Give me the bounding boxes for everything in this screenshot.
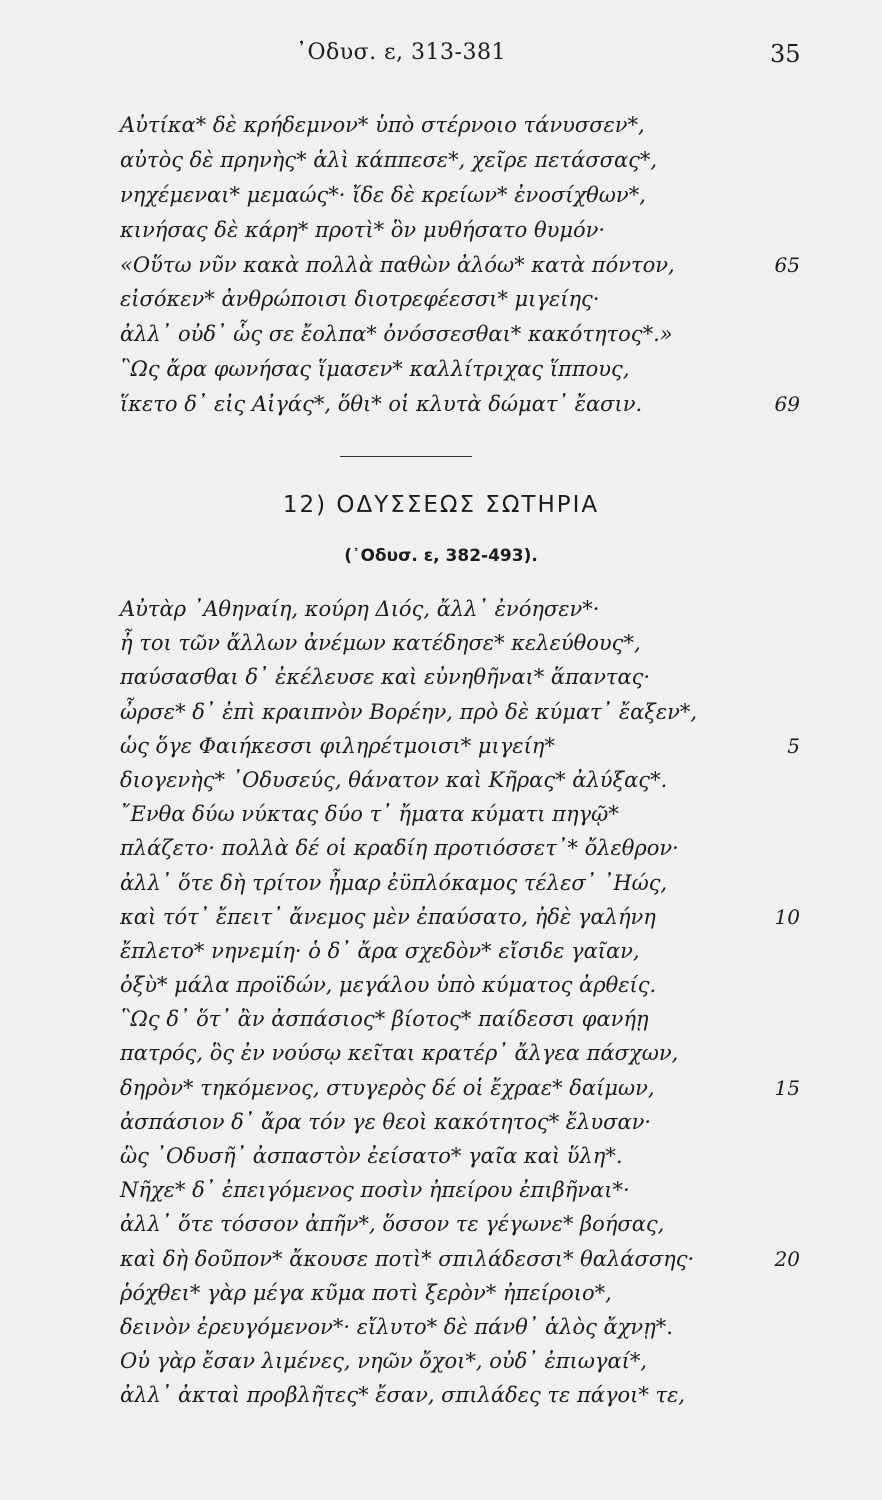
verse-line	[120, 352, 800, 387]
verse-line	[120, 1036, 800, 1070]
verse-line-text: νηχέμεναι* μεμαώς*· ἴδε δὲ κρείων* ἐνοσίχθων*,	[120, 182, 646, 207]
verse-line-text: ἀλλ᾿ ἀκταὶ προβλῆτες* ἔσαν, σπιλάδες τε πάγοι* τε,	[120, 1383, 686, 1408]
line-number: 5	[787, 733, 800, 758]
verse-line	[120, 934, 800, 968]
verse-line-text: κινήσας δὲ κάρη* προτὶ* ὃν μυθήσατο θυμόν·	[120, 217, 606, 242]
verse-line-text: διογενὴς* ᾿Οδυσεύς, θάνατον καὶ Κῆρας* ἀλύξας*.	[120, 767, 668, 792]
verse-line-text: παύσασθαι δ᾿ ἐκέλευσε καὶ εὐνηθῆναι* ἅπαντας·	[120, 665, 651, 690]
verse-line-text: Οὐ γὰρ ἔσαν λιμένες, νηῶν ὄχοι*, οὐδ᾿ ἐπιωγαί*,	[120, 1349, 648, 1374]
verse-line-text: Νῆχε* δ᾿ ἐπειγόμενος ποσὶν ἠπείρου ἐπιβῆναι*·	[120, 1178, 630, 1203]
verse-line	[120, 178, 800, 213]
verse-line	[120, 695, 800, 729]
verse-line	[120, 968, 800, 1002]
line-number: 10	[774, 904, 800, 929]
verse-line	[120, 729, 800, 763]
verse-line	[120, 660, 800, 694]
verse-line	[120, 213, 800, 248]
verse-line-text: ἔπλετο* νηνεμίη· ὁ δ᾿ ἄρα σχεδὸν* εἴσιδε γαῖαν,	[120, 938, 640, 963]
verse-line	[120, 592, 800, 626]
verse-line-text: ἦ τοι τῶν ἄλλων ἀνέμων κατέδησε* κελεύθους*,	[120, 631, 641, 656]
running-head: ᾿Οδυσ. ε, 313-381	[296, 40, 506, 65]
verse-line-text: ῝Ως ἄρα φωνήσας ἵμασεν* καλλίτριχας ἵππους,	[120, 357, 630, 382]
verse-line-text: ῎Ενθα δύω νύκτας δύο τ᾿ ἤματα κύματι πηγῷ*	[120, 802, 619, 827]
verse-line-text: ὀξὺ* μάλα προϊδών, μεγάλου ὑπὸ κύματος ἀρθείς.	[120, 973, 657, 998]
verse-line-text: πατρός, ὃς ἐν νούσῳ κεῖται κρατέρ᾿ ἄλγεα πάσχων,	[120, 1041, 679, 1066]
verse-line	[120, 282, 800, 317]
verse-line-text: ὡς ὅγε Φαιήκεσσι φιληρέτμοισι* μιγείη*	[120, 733, 555, 758]
verse-line	[120, 1139, 800, 1173]
verse-line	[120, 1173, 800, 1207]
verse-line-text: αὐτὸς δὲ πρηνὴς* ἁλὶ κάππεσε*, χεῖρε πετάσσας*,	[120, 147, 658, 172]
verse-line	[120, 1002, 800, 1036]
verse-line-text: καὶ τότ᾿ ἔπειτ᾿ ἄνεμος μὲν ἐπαύσατο, ἠδὲ γαλήνη	[120, 904, 656, 929]
verse-line	[120, 387, 800, 422]
verse-line	[120, 248, 800, 283]
verse-line-text: δεινὸν ἐρευγόμενον*· εἴλυτο* δὲ πάνθ᾿ ἁλὸς ἄχνῃ*.	[120, 1314, 673, 1339]
verse-line	[120, 143, 800, 178]
verse-passage-1	[120, 108, 800, 422]
verse-line	[120, 108, 800, 143]
verse-line	[120, 763, 800, 797]
line-number: 15	[774, 1075, 800, 1100]
verse-line-text: ἀσπάσιον δ᾿ ἄρα τόν γε θεοὶ κακότητος* ἔλυσαν·	[120, 1109, 652, 1134]
section-divider	[340, 456, 472, 457]
verse-line-text: πλάζετο· πολλὰ δέ οἱ κραδίη προτιόσσετ᾿* ὄλεθρον·	[120, 836, 679, 861]
verse-line	[120, 1071, 800, 1105]
verse-line-text: ὣς ᾿Οδυσῆ᾿ ἀσπαστὸν ἐείσατο* γαῖα καὶ ὕλη*.	[120, 1144, 623, 1168]
verse-line-text: ἀλλ᾿ ὅτε τόσσον ἀπῆν*, ὅσσον τε γέγωνε* βοήσας,	[120, 1212, 665, 1237]
section-reference: (᾿Οδυσ. ε, 382-493).	[344, 546, 538, 566]
verse-line	[120, 900, 800, 934]
verse-line-text: ῝Ως δ᾿ ὅτ᾿ ἂν ἀσπάσιος* βίοτος* παίδεσσι φανήῃ	[120, 1007, 649, 1032]
verse-line	[120, 626, 800, 660]
line-number: 69	[774, 392, 800, 417]
page-number: 35	[770, 40, 801, 68]
verse-line-text: ὦρσε* δ᾿ ἐπὶ κραιπνὸν Βορέην, πρὸ δὲ κύματ᾿ ἔαξεν*,	[120, 699, 698, 724]
verse-line	[120, 1276, 800, 1310]
verse-line-text: ἀλλ᾿ οὐδ᾿ ὧς σε ἔολπα* ὀνόσσεσθαι* κακότητος*.»	[120, 322, 673, 347]
verse-line	[120, 797, 800, 831]
verse-line-text: Αὐτὰρ ᾿Αθηναίη, κούρη Διός, ἄλλ᾿ ἐνόησεν*·	[120, 597, 600, 621]
verse-line	[120, 831, 800, 865]
verse-line-text: εἰσόκεν* ἀνθρώποισι διοτρεφέεσσι* μιγείης·	[120, 287, 600, 312]
verse-line	[120, 317, 800, 352]
verse-line	[120, 1344, 800, 1378]
verse-line	[120, 1310, 800, 1344]
verse-passage-2	[120, 592, 800, 1413]
line-number: 65	[774, 252, 800, 277]
verse-line	[120, 1105, 800, 1139]
verse-line	[120, 1378, 800, 1412]
verse-line-text: «Οὕτω νῦν κακὰ πολλὰ παθὼν ἀλόω* κατὰ πόντον,	[120, 252, 675, 277]
verse-line	[120, 1242, 800, 1276]
verse-line-text: ἀλλ᾿ ὅτε δὴ τρίτον ἦμαρ ἐϋπλόκαμος τέλεσ᾿ ᾿Ηώς,	[120, 870, 668, 895]
verse-line-text: καὶ δὴ δοῦπον* ἄκουσε ποτὶ* σπιλάδεσσι* θαλάσσης·	[120, 1246, 695, 1271]
verse-line	[120, 866, 800, 900]
verse-line	[120, 1207, 800, 1241]
verse-line-text: ἵκετο δ᾿ εἰς Αἰγάς*, ὅθι* οἱ κλυτὰ δώματ᾿ ἔασιν.	[120, 392, 643, 417]
verse-line-text: δηρὸν* τηκόμενος, στυγερὸς δέ οἱ ἔχραε* δαίμων,	[120, 1075, 655, 1100]
verse-line-text: ῥόχθει* γὰρ μέγα κῦμα ποτὶ ξερὸν* ἠπείροιο*,	[120, 1280, 612, 1305]
verse-line-text: Αὐτίκα* δὲ κρήδεμνον* ὑπὸ στέρνοιο τάνυσσεν*,	[120, 113, 645, 137]
line-number: 20	[774, 1246, 800, 1271]
section-title: 12) ΟΔΥΣΣΕΩΣ ΣΩΤΗΡΙΑ	[282, 492, 600, 518]
